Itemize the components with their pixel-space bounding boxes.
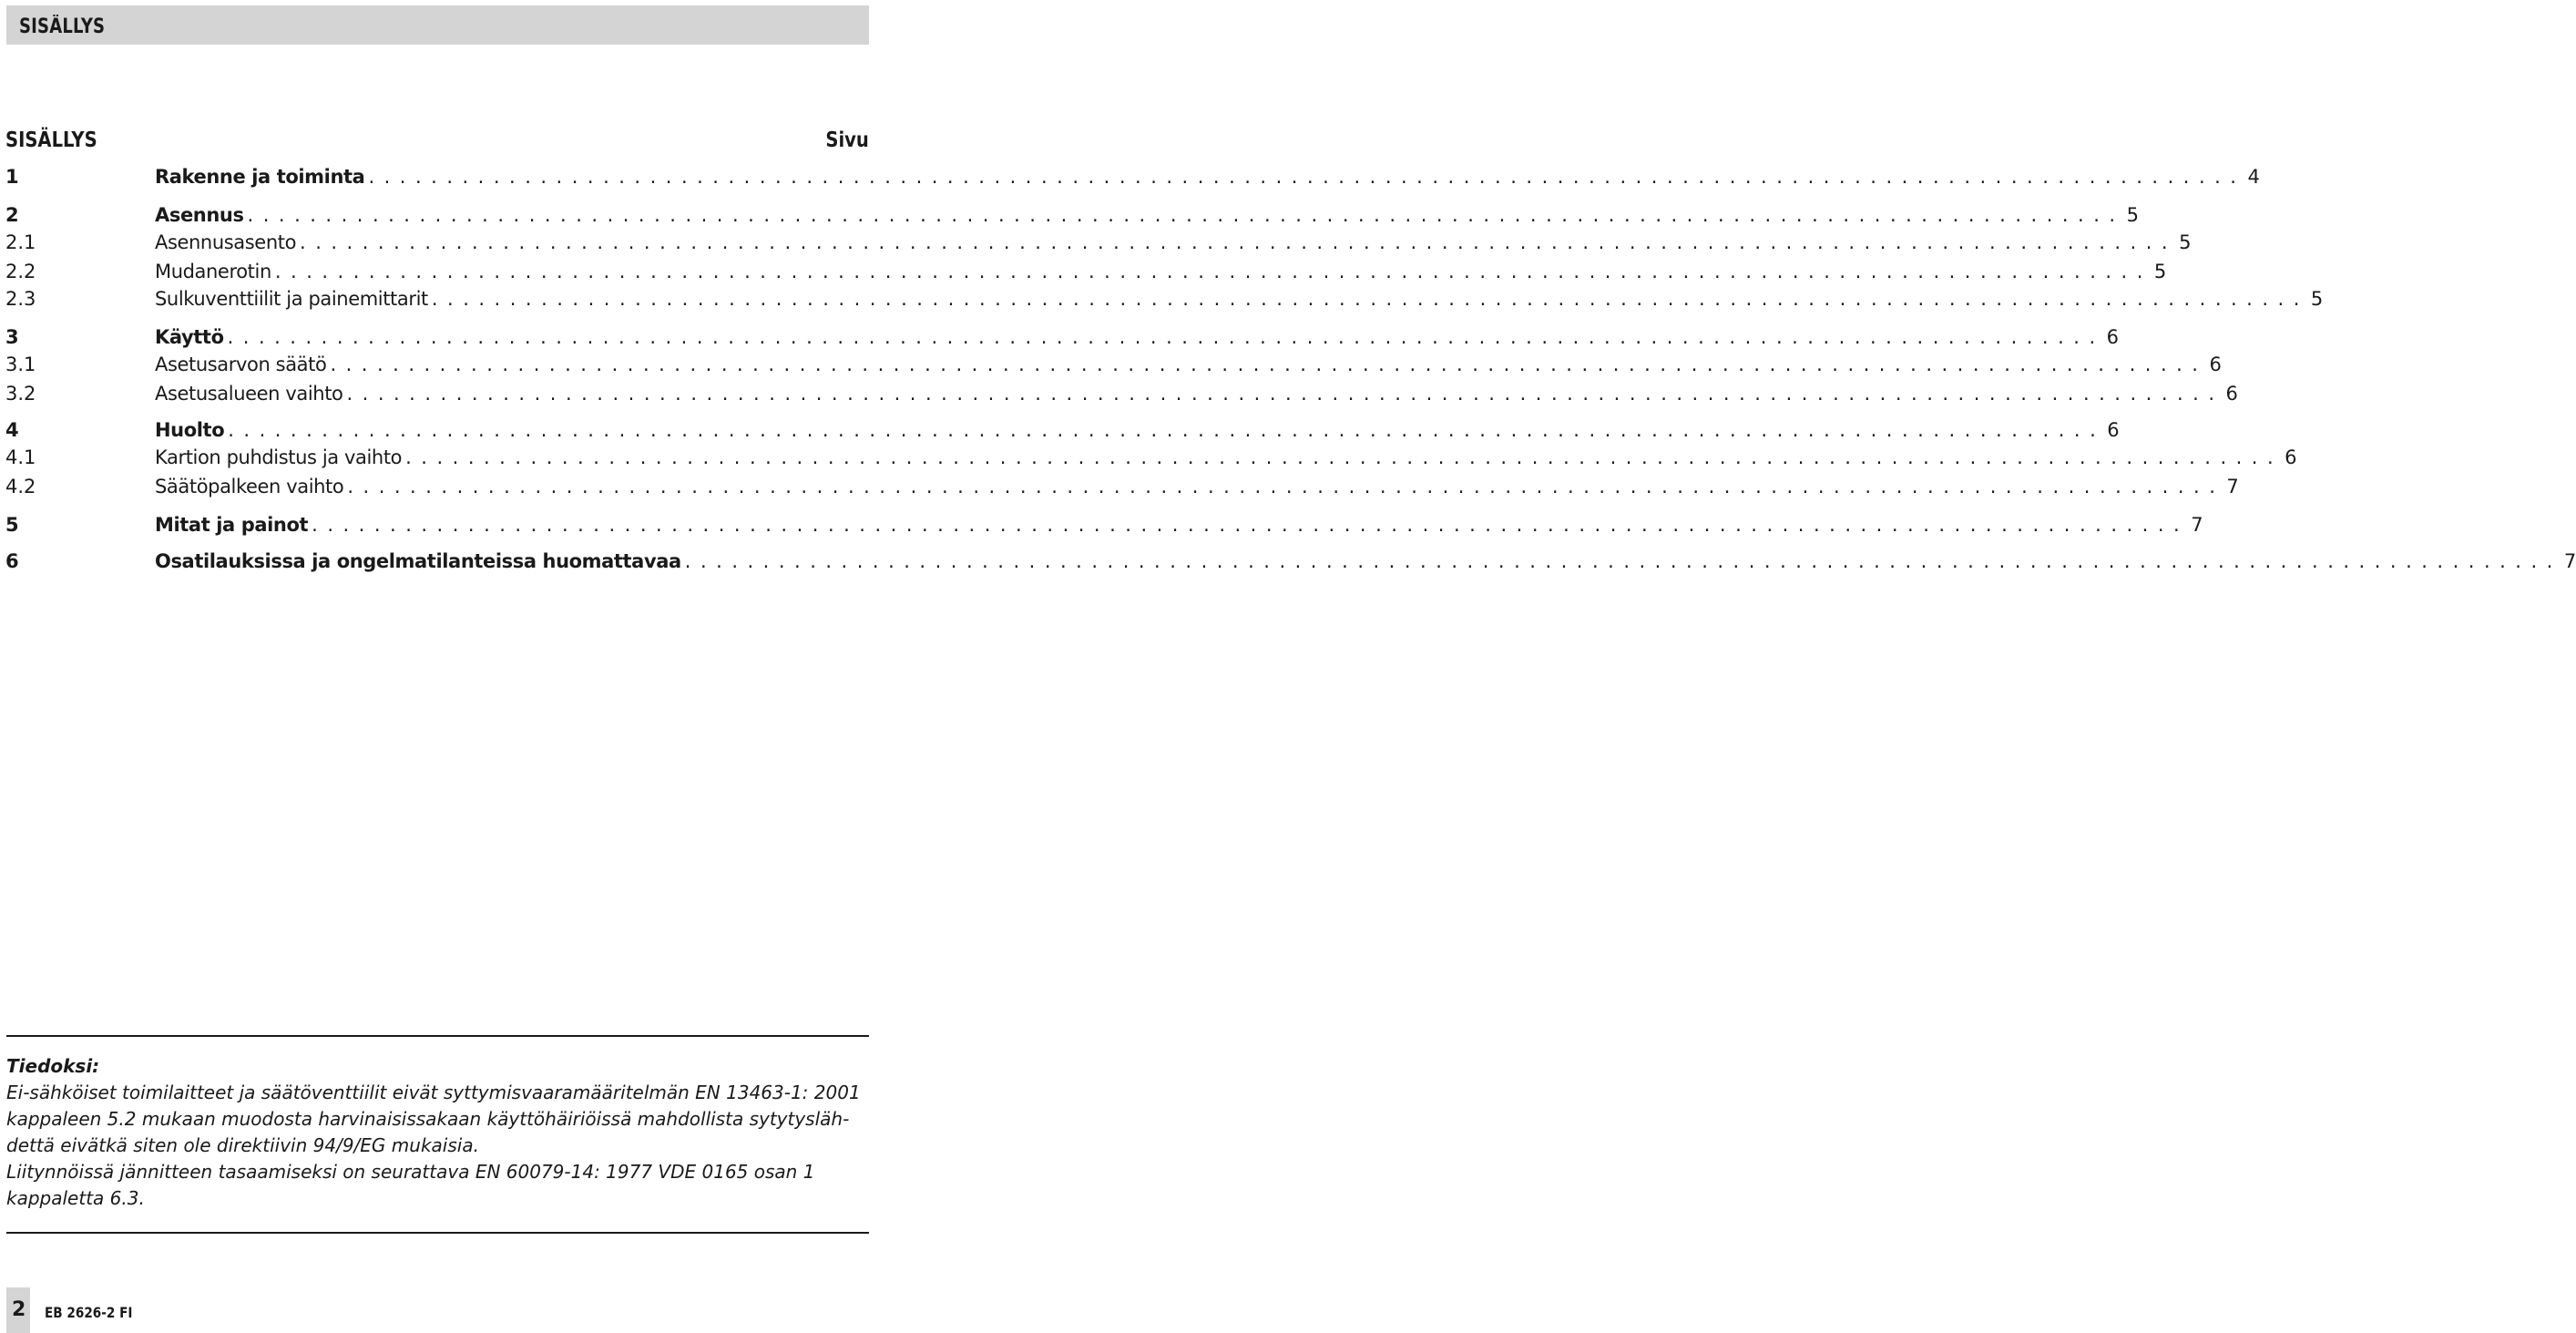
dot-leader: ........................................................................................................................: [274, 261, 2152, 282]
toc-entry-line: [155, 445, 2297, 470]
toc-entry-page: 7: [2191, 514, 2203, 536]
toc-entry-number: 2: [5, 204, 19, 226]
toc-entry-title: Asennus: [155, 204, 244, 226]
toc-entry-page: 7: [2563, 550, 2576, 572]
toc-entry: [5, 202, 2139, 228]
toc-heading-row: [5, 128, 869, 154]
toc-entry: [5, 352, 2222, 377]
note-line: kappaleen 5.2 mukaan muodosta harvinaisissakaan käyttöhäiriöissä mahdollista sytytysläh-: [6, 1108, 850, 1130]
toc-entry: [5, 259, 2167, 284]
toc-entry-line: [155, 286, 2324, 312]
toc-entry-title: Huolto: [155, 419, 225, 441]
header-title: SISÄLLYS: [19, 15, 106, 38]
toc-entry-number: 2.2: [5, 261, 36, 282]
dot-leader: ........................................................................................................................: [227, 326, 2105, 348]
toc-entry-line: [155, 512, 2203, 538]
toc-entry-title: Kartion puhdistus ja vaihto: [155, 446, 403, 468]
toc-entry: [5, 417, 2120, 443]
toc-entry-number: 2.1: [5, 231, 36, 253]
toc-entry-title: Sulkuventtiilit ja painemittarit: [155, 288, 428, 310]
dot-leader: ........................................................................................................................: [347, 476, 2225, 497]
toc-entry-line: [155, 474, 2239, 499]
toc-entry: [5, 324, 2120, 350]
toc-entry-page: 5: [2179, 231, 2192, 253]
note-line: dettä eivätkä siten ole direktiivin 94/9/EG mukaisia.: [6, 1134, 479, 1156]
dot-leader: ........................................................................................................................: [346, 383, 2224, 405]
toc-entry-page: 5: [2126, 204, 2139, 226]
toc-entry-number: 3.2: [5, 383, 36, 405]
toc-entry-number: 4: [5, 419, 19, 441]
note-line: Ei-sähköiset toimilaitteet ja säätöventtiilit eivät syttymisvaaramääritelmän EN 13463-1: 2001: [6, 1082, 861, 1103]
toc-entry-line: [155, 259, 2167, 284]
toc-entry-number: 5: [5, 514, 19, 536]
toc-entry-number: 3.1: [5, 354, 36, 375]
dot-leader: ........................................................................................................................: [368, 166, 2246, 188]
dot-leader: ........................................................................................................................: [330, 354, 2208, 375]
toc-entry-page: 4: [2247, 166, 2260, 188]
toc-entry-page: 6: [2107, 419, 2120, 441]
page-column-label: Sivu: [825, 128, 869, 152]
toc-entry-number: 2.3: [5, 288, 36, 310]
toc-entry-title: Rakenne ja toiminta: [155, 166, 365, 188]
toc-entry-page: 6: [2209, 354, 2222, 375]
toc-entry-title: Käyttö: [155, 326, 224, 348]
toc-entry-title: Mudanerotin: [155, 261, 271, 282]
footer-document-code: EB 2626-2 FI: [45, 1304, 133, 1321]
toc-entry-title: Asetusarvon säätö: [155, 354, 327, 375]
note-top-rule: [6, 1035, 869, 1037]
toc-entry-line: [155, 230, 2192, 255]
dot-leader: ........................................................................................................................: [405, 446, 2284, 468]
note-label: Tiedoksi:: [6, 1055, 100, 1077]
toc-entry-page: 5: [2310, 288, 2324, 310]
toc-entry-line: [155, 381, 2238, 406]
toc-entry-page: 5: [2153, 261, 2167, 282]
toc-entry-page: 7: [2226, 476, 2239, 497]
note-line: kappaletta 6.3.: [6, 1187, 145, 1209]
toc-entry: [5, 164, 2260, 190]
toc-entry-line: [155, 164, 2260, 190]
toc-entry: [5, 474, 2239, 499]
toc-entry-title: Osatilauksissa ja ongelmatilanteissa huomattavaa: [155, 550, 681, 572]
toc-entry: [5, 445, 2297, 470]
toc-entry-page: 6: [2285, 446, 2297, 468]
dot-leader: ........................................................................................................................: [300, 231, 2178, 253]
toc-entry-number: 1: [5, 166, 19, 188]
toc-entry-line: [155, 549, 2576, 574]
dot-leader: ........................................................................................................................: [312, 514, 2190, 536]
dot-leader: ........................................................................................................................: [228, 419, 2106, 441]
toc-entry-title: Asetusalueen vaihto: [155, 383, 343, 405]
toc-entry: [5, 286, 2324, 312]
note-block: [6, 1053, 869, 1212]
toc-entry-title: Asennusasento: [155, 231, 297, 253]
toc-entry-number: 4.1: [5, 446, 36, 468]
toc-entry-line: [155, 352, 2222, 377]
toc-entry-page: 6: [2225, 383, 2238, 405]
toc-heading: SISÄLLYS: [5, 128, 97, 152]
toc-entry-number: 4.2: [5, 476, 36, 497]
footer-page-number: 2: [12, 1298, 26, 1321]
header-bar: [6, 5, 869, 45]
toc-entry-number: 6: [5, 550, 19, 572]
toc-entry: [5, 381, 2238, 406]
page-footer: [6, 1287, 152, 1333]
toc-entry: [5, 512, 2203, 538]
toc-entry-line: [155, 417, 2120, 443]
toc-entry-line: [155, 202, 2139, 228]
toc-entry: [5, 549, 2576, 574]
toc-entry-title: Säätöpalkeen vaihto: [155, 476, 344, 497]
toc-entry-page: 6: [2106, 326, 2120, 348]
note-bottom-rule: [6, 1232, 869, 1234]
toc-entry-title: Mitat ja painot: [155, 514, 309, 536]
note-line: Liitynnöissä jännitteen tasaamiseksi on seurattava EN 60079-14: 1977 VDE 0165 osan 1: [6, 1161, 815, 1183]
toc-entry-number: 3: [5, 326, 19, 348]
toc-entry: [5, 230, 2192, 255]
dot-leader: ........................................................................................................................: [431, 288, 2309, 310]
dot-leader: ........................................................................................................................: [247, 204, 2125, 226]
toc-entry-line: [155, 324, 2120, 350]
dot-leader: ........................................................................................................................: [684, 550, 2562, 572]
